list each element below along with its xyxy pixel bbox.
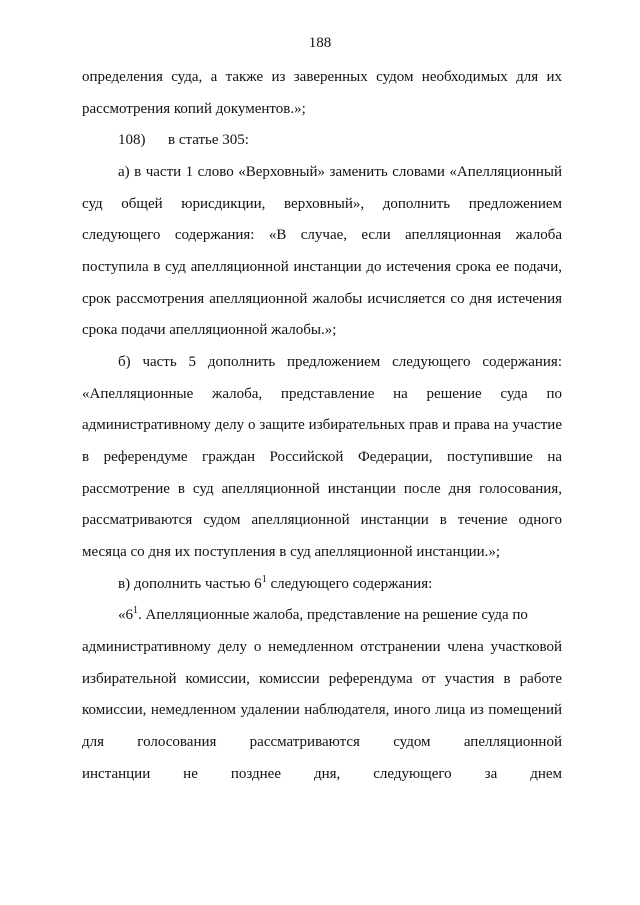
item-text: в статье 305: xyxy=(168,132,249,148)
text-line: комиссии, немедленном удалении наблюдателя, иного лица из помещений xyxy=(82,702,562,718)
text-line xyxy=(118,606,562,624)
text-fragment: следующего содержания: xyxy=(266,576,433,592)
item-number: 108) xyxy=(118,132,146,148)
superscript: 1 xyxy=(133,605,138,616)
text-line: для голосования рассматриваются судом апелляционной xyxy=(82,734,562,750)
text-line: месяца со дня их поступления в суд апелляционной инстанции.»; xyxy=(82,544,501,560)
text-fragment: «6 xyxy=(118,607,133,623)
text-line: в референдуме граждан Российской Федерации, поступившие на xyxy=(82,449,562,465)
text-fragment: . Апелляционные жалоба, представление на решение суда по xyxy=(138,607,528,623)
text-line: административному делу о защите избирательных прав и права на участие xyxy=(82,417,562,433)
text-line: рассмотрения копий документов.»; xyxy=(82,101,306,117)
text-line: избирательной комиссии, комиссии референдума от участия в работе xyxy=(82,671,562,687)
text-line: рассматриваются судом апелляционной инстанции в течение одного xyxy=(82,512,562,528)
text-line: следующего содержания: «В случае, если апелляционная жалоба xyxy=(82,227,562,243)
text-line: рассмотрение в суд апелляционной инстанции после дня голосования, xyxy=(82,481,562,497)
text-line: поступила в суд апелляционной инстанции до истечения срока ее подачи, xyxy=(82,259,562,275)
text-line xyxy=(118,575,562,593)
text-line: б) часть 5 дополнить предложением следующего содержания: xyxy=(118,354,562,370)
text-line: суд общей юрисдикции, верховный», дополнить предложением xyxy=(82,196,562,212)
page-number: 188 xyxy=(308,35,332,51)
superscript: 1 xyxy=(261,574,267,585)
text-line: а) в части 1 слово «Верховный» заменить словами «Апелляционный xyxy=(118,164,562,180)
text-line: срок рассмотрения апелляционной жалобы исчисляется со дня истечения xyxy=(82,291,562,307)
text-line: «Апелляционные жалоба, представление на решение суда по xyxy=(82,386,562,402)
text-line: инстанции не позднее дня, следующего за днем xyxy=(82,766,562,782)
text-line: срока подачи апелляционной жалобы.»; xyxy=(82,322,337,338)
text-line: административному делу о немедленном отстранении члена участковой xyxy=(82,639,562,655)
text-line: определения суда, а также из заверенных судом необходимых для их xyxy=(82,69,562,85)
text-fragment: в) дополнить частью 6 xyxy=(118,576,262,592)
